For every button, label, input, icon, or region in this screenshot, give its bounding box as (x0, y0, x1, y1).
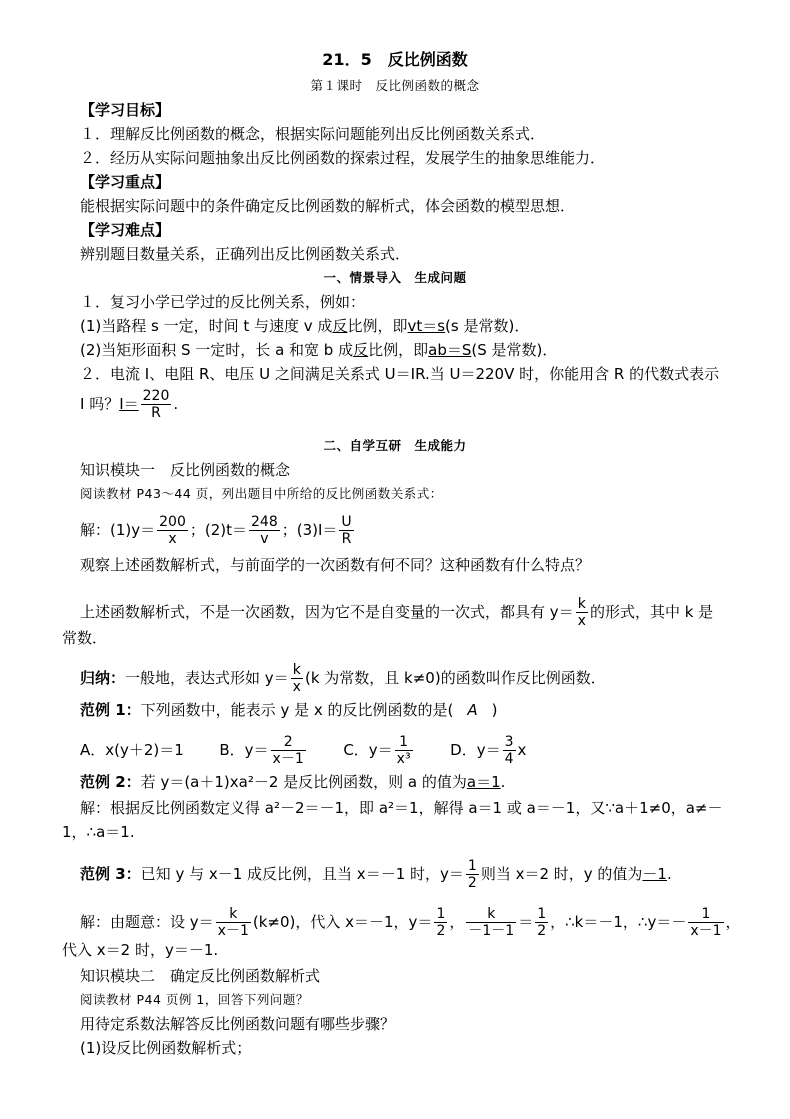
example-2-label: 范例 2： (80, 773, 141, 791)
solution-part-a: 解：由题意：设 y＝ (80, 913, 214, 931)
fraction-denominator: R (141, 404, 172, 421)
option-d: D．y＝ (450, 741, 501, 759)
fraction-numerator: U (341, 514, 352, 530)
example-2-answer: a＝1 (466, 773, 501, 791)
example-2-end: . (500, 773, 506, 791)
example-1-label: 范例 1： (80, 701, 141, 719)
example-2 (80, 772, 505, 792)
example-2-text: 若 y＝(a＋1)xa²－2 是反比例函数，则 a 的值为 (140, 773, 467, 791)
fraction-denominator: －1－1 (468, 923, 515, 939)
question-1b-answer-2: ab＝S (428, 341, 472, 359)
fraction-numerator: k (577, 596, 586, 612)
fraction-k-minus-2 (466, 906, 516, 939)
solution-part-c: ， (449, 913, 465, 931)
fraction-numerator: 220 (142, 388, 170, 404)
fraction-numerator: 3 (504, 734, 514, 750)
solution-part-3: ；(3)I＝ (281, 521, 338, 539)
module-2-question: 用待定系数法解答反比例函数问题有哪些步骤？ (80, 1015, 396, 1033)
fraction-denominator: 2 (467, 875, 477, 891)
question-1b-answer-1: 反 (353, 341, 369, 359)
module-1-title: 知识模块一 反比例函数的概念 (80, 461, 291, 479)
example-3-solution-line-2: 代入 x＝2 时，y＝－1. (62, 941, 219, 959)
question-2-answer-lhs: I＝ (119, 395, 139, 413)
key-points-heading: 【学习重点】 (80, 173, 171, 191)
example-3 (80, 858, 672, 891)
example-1-answer: A (467, 701, 478, 719)
module-1-solution (80, 514, 356, 547)
question-1a-post: (s 是常数)． (445, 317, 530, 335)
solution-part-b: (k≠0)，代入 x＝－1，y＝ (252, 913, 433, 931)
example-1-text: 下列函数中，能表示 y 是 x 的反比例函数的是( (140, 701, 454, 719)
question-1a (80, 316, 529, 336)
summary (80, 662, 606, 695)
fraction-denominator: x³ (396, 751, 411, 767)
question-1b-text: (2)当矩形面积 S 一定时，长 a 和宽 b 成 (80, 341, 354, 359)
fraction-numerator: k (292, 662, 301, 678)
page-subtitle: 第１课时 反比例函数的概念 (310, 78, 480, 93)
fraction-numerator: k (487, 906, 496, 922)
example-3-text: 已知 y 与 x－1 成反比例，且当 x＝－1 时，y＝ (140, 865, 464, 883)
section-2-heading: 二、自学互研 生成能力 (323, 438, 467, 453)
question-2-line-1: ２．电流 I、电阻 R、电压 U 之间满足关系式 U＝IR.当 U＝220V 时，你能用含 R 的代数式表示 (80, 365, 720, 383)
question-1a-text: (1)当路程 s 一定，时间 t 与速度 v 成 (80, 317, 333, 335)
fraction-denominator: 2 (436, 923, 446, 939)
example-3-label: 范例 3： (80, 865, 141, 883)
fraction-denominator: x (292, 679, 301, 695)
option-d-fraction (503, 734, 516, 767)
module-2-title: 知识模块二 确定反比例函数解析式 (80, 967, 321, 985)
fraction-k-x (576, 596, 588, 629)
fraction-numerator: 2 (283, 734, 293, 750)
solution-part-e: ，∴k＝－1，∴y＝－ (550, 913, 687, 931)
answer-text: 上述函数解析式，不是一次函数，因为它不是自变量的一次式，都具有 y＝ (80, 603, 574, 621)
question-1b (80, 340, 557, 360)
module-2-step-1: (1)设反比例函数解析式； (80, 1039, 252, 1057)
fraction-denominator: x－1 (217, 923, 249, 939)
fraction-denominator: 4 (504, 751, 514, 767)
option-b-fraction (271, 734, 306, 767)
goals-heading: 【学习目标】 (80, 101, 171, 119)
fraction-numerator: 1 (537, 906, 547, 922)
question-2-text: I 吗？ (80, 395, 120, 413)
example-2-solution-line-2: 1，∴a＝1. (62, 823, 135, 841)
question-1b-mid: 比例，即 (368, 341, 429, 359)
fraction-k-x-minus-1 (216, 906, 251, 939)
difficulties-text: 辨别题目数量关系，正确列出反比例函数关系式． (80, 245, 411, 263)
question-2-answer-fraction (141, 388, 172, 421)
example-3-fraction (466, 858, 479, 891)
key-points-text: 能根据实际问题中的条件确定反比例函数的解析式，体会函数的模型思想． (80, 197, 576, 215)
fraction-denominator: x－1 (690, 923, 722, 939)
solution-part-d: ＝ (518, 913, 534, 931)
option-a: A．x(y＋2)＝1 (80, 741, 184, 759)
fraction-denominator: x (157, 530, 188, 547)
fraction-k-x (291, 662, 303, 695)
module-1-observe: 观察上述函数解析式，与前面学的一次函数有何不同？这种函数有什么特点？ (80, 556, 591, 574)
summary-label: 归纳： (80, 669, 126, 687)
solution-part-1: 解：(1)y＝ (80, 521, 156, 539)
fraction-numerator: k (229, 906, 238, 922)
example-1 (80, 700, 497, 720)
question-1a-mid: 比例，即 (347, 317, 408, 335)
fraction-denominator: x (577, 613, 586, 629)
module-1-read: 阅读教材 P43～44 页，列出题目中所给的反比例函数关系式： (80, 486, 443, 501)
question-1a-answer-1: 反 (332, 317, 348, 335)
module-1-answer-line-2: 常数． (62, 629, 108, 647)
fraction-numerator: 1 (436, 906, 446, 922)
example-3-solution (80, 906, 741, 939)
option-c: C．y＝ (343, 741, 393, 759)
question-1: １．复习小学已学过的反比例关系，例如： (80, 293, 366, 311)
fraction-numerator: 248 (251, 514, 278, 530)
fraction-1-x-minus-1 (688, 906, 723, 939)
page-title: 21．5 反比例函数 (322, 50, 468, 69)
module-2-read: 阅读教材 P44 页例 1，回答下列问题？ (80, 992, 309, 1007)
summary-text: 一般地，表达式形如 y＝ (125, 669, 289, 687)
example-3-mid: 则当 x＝2 时，y 的值为 (480, 865, 643, 883)
fraction-denominator: R (339, 530, 353, 547)
fraction-numerator: 1 (467, 858, 477, 874)
fraction-denominator: 2 (537, 923, 547, 939)
fraction-denominator: v (249, 530, 280, 547)
fraction-numerator: 1 (701, 906, 711, 922)
fraction-1-2 (434, 906, 447, 939)
question-2-answer (119, 388, 173, 421)
fraction-200-x (157, 514, 188, 547)
difficulties-heading: 【学习难点】 (80, 221, 171, 239)
option-d-end: x (517, 741, 527, 759)
answer-text-end: 的形式，其中 k 是 (589, 603, 714, 621)
example-1-close: ) (491, 701, 498, 719)
option-c-fraction (395, 734, 413, 767)
fraction-numerator: 200 (159, 514, 186, 530)
question-2-end: . (173, 395, 179, 413)
example-2-solution-line-1: 解：根据反比例函数定义得 a²－2＝－1，即 a²＝1，解得 a＝1 或 a＝－1，又∵a＋1≠0，a≠－ (80, 799, 723, 817)
fraction-numerator: 1 (399, 734, 409, 750)
example-3-answer: －1 (642, 865, 667, 883)
fraction-1-2 (535, 906, 548, 939)
question-1a-answer-2: vt＝s (407, 317, 446, 335)
summary-text-end: (k 为常数，且 k≠0)的函数叫作反比例函数． (304, 669, 606, 687)
question-2-line-2 (80, 388, 178, 421)
section-1-heading: 一、情景导入 生成问题 (323, 270, 467, 285)
fraction-denominator: x－1 (272, 751, 304, 767)
goal-item-2: ２．经历从实际问题抽象出反比例函数的探索过程，发展学生的抽象思维能力． (80, 149, 606, 167)
question-1b-post: (S 是常数)． (471, 341, 558, 359)
solution-part-2: ；(2)t＝ (189, 521, 247, 539)
option-b: B．y＝ (219, 741, 269, 759)
fraction-248-v (249, 514, 280, 547)
module-1-answer (80, 596, 713, 629)
example-1-options (80, 734, 526, 767)
goal-item-1: １．理解反比例函数的概念，根据实际问题能列出反比例函数关系式． (80, 125, 546, 143)
solution-part-f: ， (725, 913, 741, 931)
example-3-end: . (666, 865, 672, 883)
fraction-u-r (339, 514, 353, 547)
